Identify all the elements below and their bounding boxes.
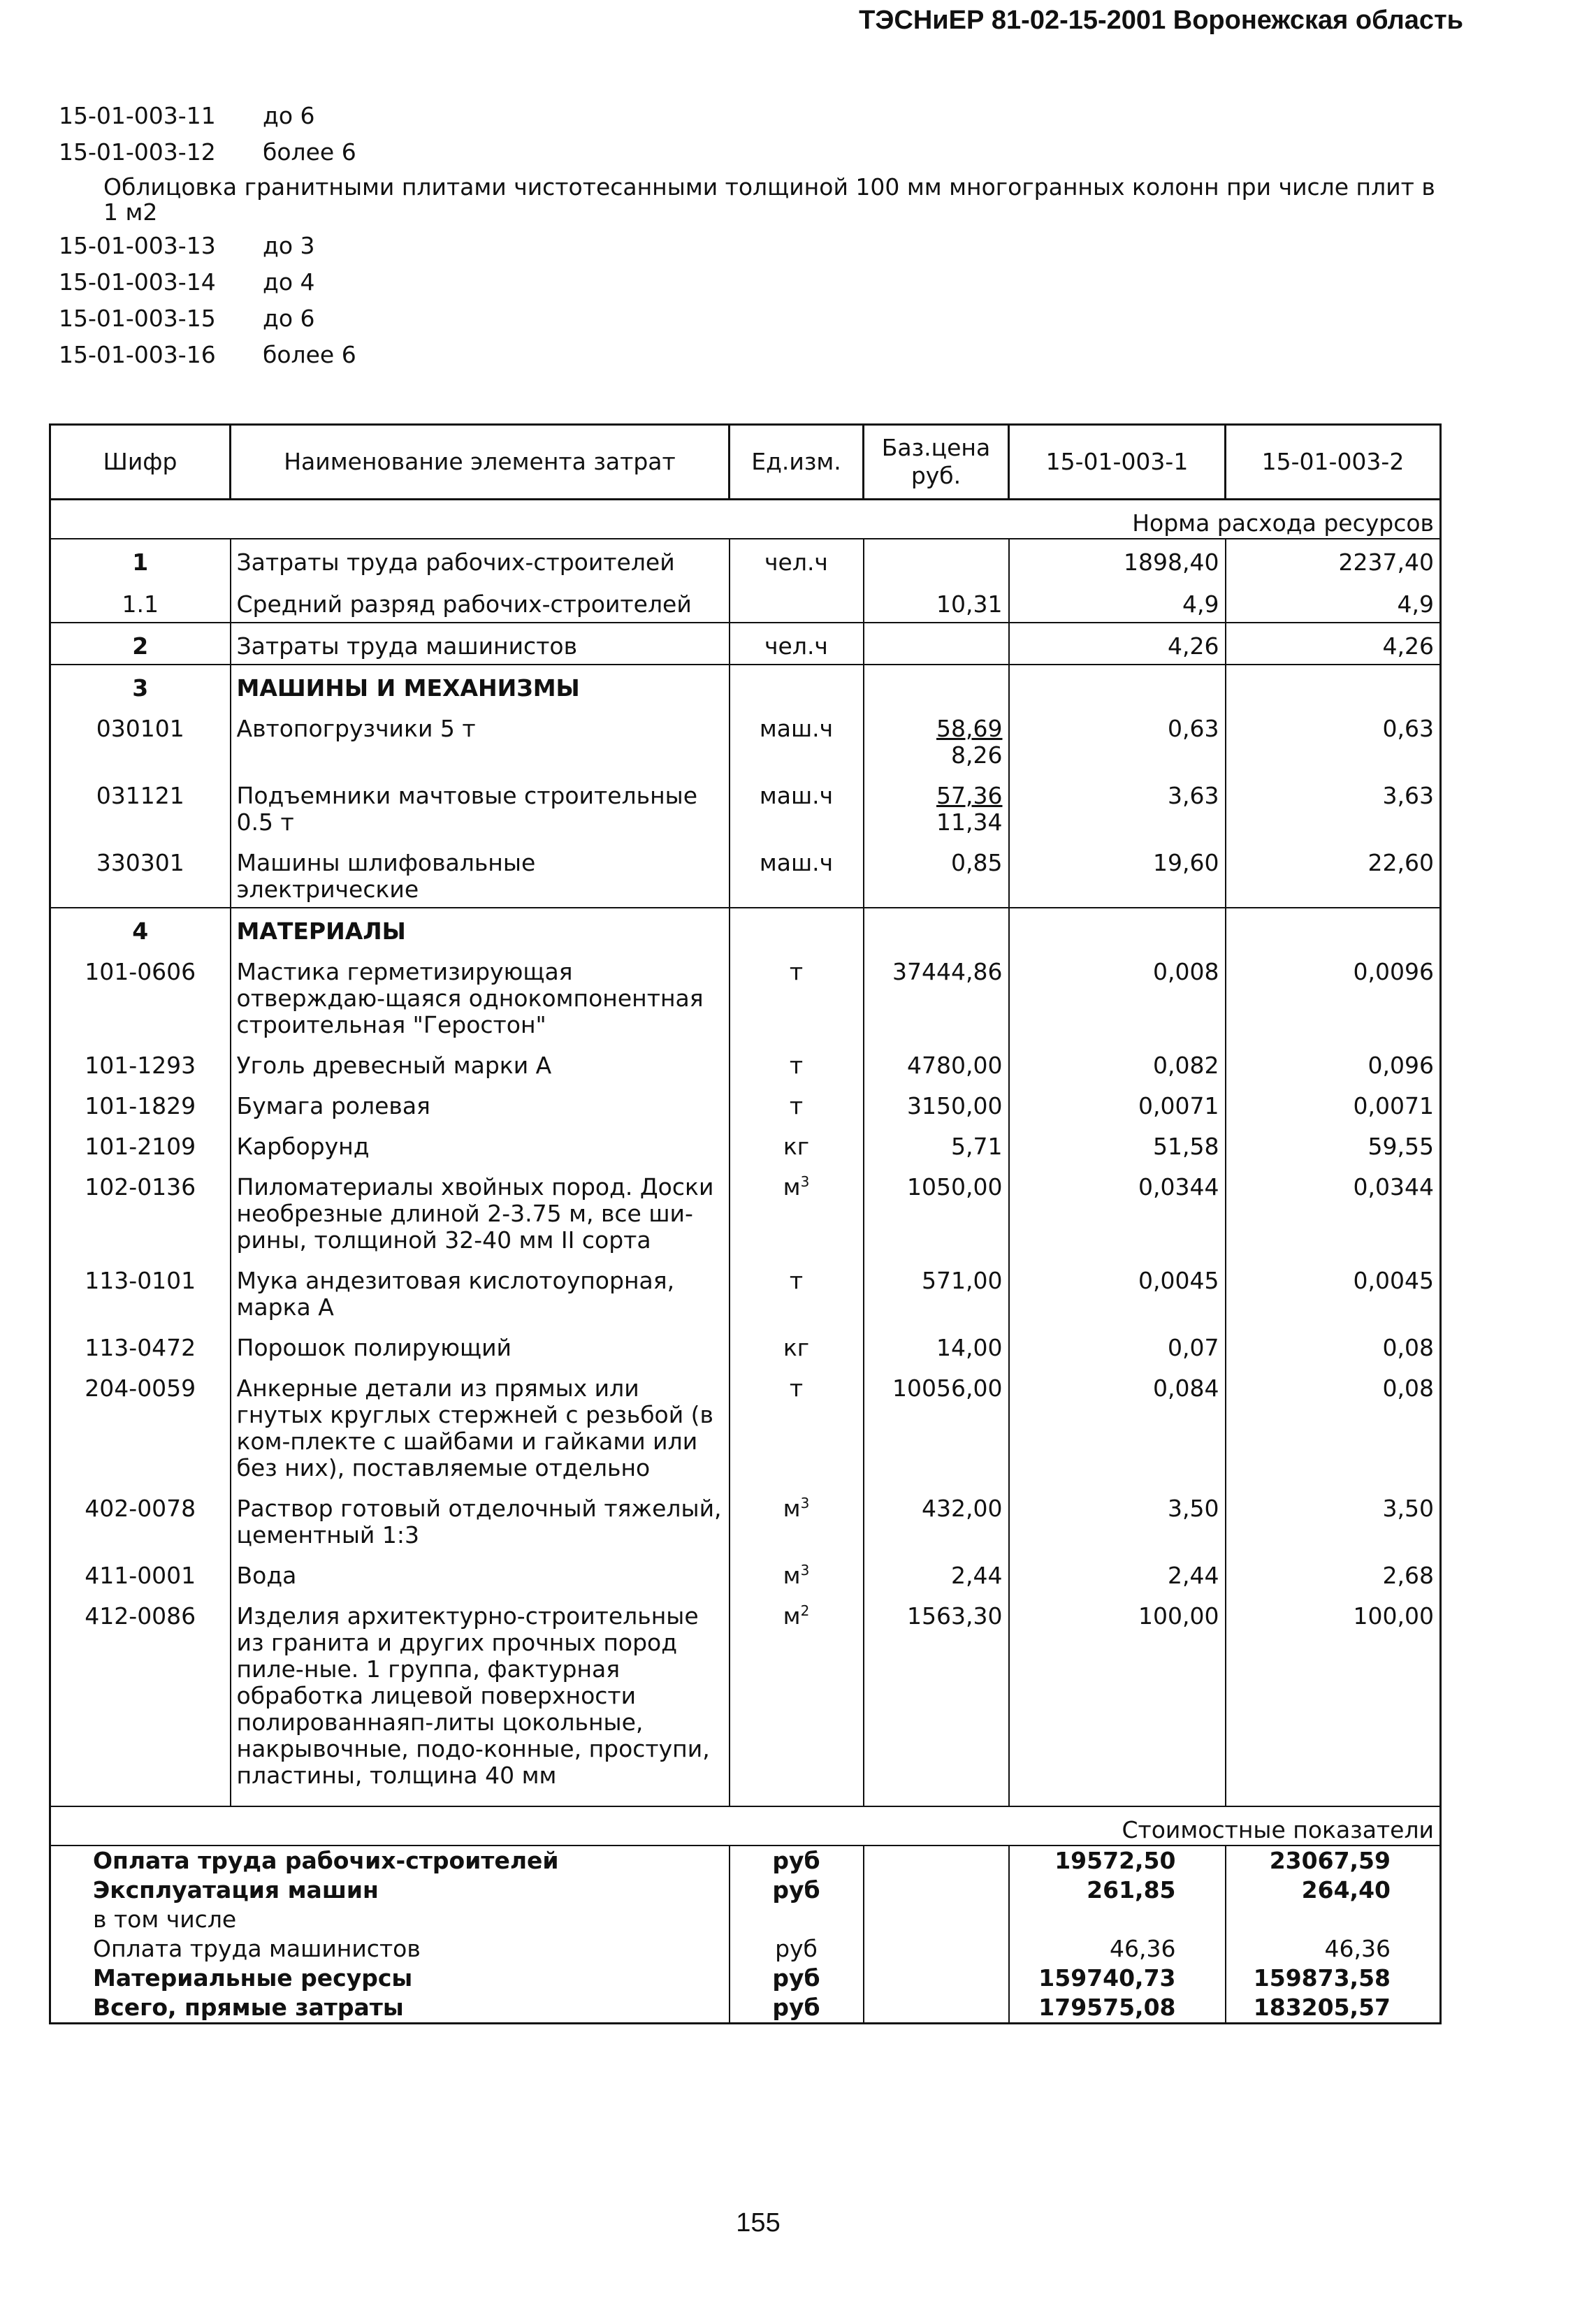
code-item: [59, 337, 1449, 373]
cell-name: Мука андезитовая кислотоупорная, марка А: [231, 1258, 730, 1325]
table-row: [50, 1486, 1441, 1553]
cell-value-1: 0,0071: [1009, 1083, 1226, 1124]
totals-label: в том числе: [50, 1905, 730, 1934]
totals-label: Эксплуатация машин: [50, 1876, 730, 1905]
totals-value-2: 46,36: [1226, 1934, 1441, 1964]
cell-code: 330301: [50, 840, 231, 908]
totals-label: Материальные ресурсы: [50, 1964, 730, 1993]
cell-value-2: 0,0045: [1226, 1258, 1441, 1325]
cell-value-2: [1226, 665, 1441, 706]
cell-name: Автопогрузчики 5 т: [231, 706, 730, 773]
code-value: 15-01-003-14: [59, 268, 216, 296]
cell-unit: т: [730, 1083, 864, 1124]
unit-exponent: 3: [800, 1495, 810, 1511]
code-label: более 6: [263, 341, 356, 368]
table-row: [50, 1553, 1441, 1593]
cell-value-1: 4,9: [1009, 580, 1226, 623]
totals-unit: руб: [730, 1964, 864, 1993]
code-item: [59, 228, 1449, 264]
cell-price: 10056,00: [864, 1365, 1009, 1486]
cell-code: 2: [50, 623, 231, 665]
code-label: до 6: [263, 102, 315, 129]
header-price-line1: Баз.цена: [881, 434, 991, 461]
cell-name: Мастика герметизирующая отверждаю-щаяся однокомпонентная строительная "Геростон": [231, 949, 730, 1043]
totals-price: [864, 1964, 1009, 1993]
cell-code: 3: [50, 665, 231, 706]
cell-value-1: 0,07: [1009, 1325, 1226, 1365]
cell-code: 411-0001: [50, 1553, 231, 1593]
code-item: [59, 134, 1449, 171]
unit-exponent: 2: [800, 1602, 810, 1619]
table-row: [50, 1325, 1441, 1365]
cell-name: Уголь древесный марки А: [231, 1043, 730, 1083]
price-value: 57,36: [936, 782, 1003, 809]
table-row: [50, 1593, 1441, 1793]
cell-unit: кг: [730, 1124, 864, 1164]
unit-value: м: [783, 1562, 801, 1589]
cell-price: 3150,00: [864, 1083, 1009, 1124]
cell-price: 571,00: [864, 1258, 1009, 1325]
cell-value-2: 59,55: [1226, 1124, 1441, 1164]
totals-value-2: 183205,57: [1226, 1993, 1441, 2024]
cell-unit: т: [730, 1043, 864, 1083]
cell-code: 204-0059: [50, 1365, 231, 1486]
cell-value-1: 0,082: [1009, 1043, 1226, 1083]
code-value: 15-01-003-13: [59, 232, 216, 259]
totals-price: [864, 1993, 1009, 2024]
spacer-row: [50, 1793, 1441, 1806]
cell-value-1: 0,0344: [1009, 1164, 1226, 1258]
cell-code: 101-1829: [50, 1083, 231, 1124]
spacer-cell: [1226, 1793, 1441, 1806]
cell-code: 102-0136: [50, 1164, 231, 1258]
table-row: [50, 1365, 1441, 1486]
cell-unit: маш.ч: [730, 840, 864, 908]
header-unit: Ед.изм.: [730, 425, 864, 500]
resource-norms-table: [49, 423, 1442, 2024]
cell-value-1: 0,008: [1009, 949, 1226, 1043]
table-row: [50, 1164, 1441, 1258]
code-item: [59, 98, 1449, 134]
header-price: [864, 425, 1009, 500]
cell-price: [864, 773, 1009, 840]
cost-title: Стоимостные показатели: [50, 1806, 1441, 1846]
cell-price: [864, 539, 1009, 580]
code-group-description: Облицовка гранитными плитами чистотесанными толщиной 100 мм многогранных колонн при числе плит в 1 м2: [103, 173, 1435, 226]
cell-value-2: 0,0096: [1226, 949, 1441, 1043]
cell-unit: [730, 1553, 864, 1593]
cell-code: 101-0606: [50, 949, 231, 1043]
totals-unit: руб: [730, 1934, 864, 1964]
code-label: до 6: [263, 305, 315, 332]
code-item: [59, 264, 1449, 300]
page-number: 155: [736, 2208, 781, 2238]
unit-exponent: 3: [800, 1562, 810, 1579]
header-code: Шифр: [50, 425, 231, 500]
cell-name: Средний разряд рабочих-строителей: [231, 580, 730, 623]
cell-name: Вода: [231, 1553, 730, 1593]
totals-value-1: 261,85: [1009, 1876, 1226, 1905]
code-item: [59, 300, 1449, 337]
cell-price: 1050,00: [864, 1164, 1009, 1258]
cell-code: 030101: [50, 706, 231, 773]
totals-value-2: 264,40: [1226, 1876, 1441, 1905]
code-label: более 6: [263, 138, 356, 166]
cell-price: 37444,86: [864, 949, 1009, 1043]
cell-value-2: 22,60: [1226, 840, 1441, 908]
totals-unit: [730, 1905, 864, 1934]
cell-name: Затраты труда машинистов: [231, 623, 730, 665]
spacer-cell: [231, 1793, 730, 1806]
cell-code: 101-1293: [50, 1043, 231, 1083]
cell-code: 1: [50, 539, 231, 580]
cell-name: Бумага ролевая: [231, 1083, 730, 1124]
table-row: [50, 840, 1441, 908]
totals-price: [864, 1934, 1009, 1964]
cell-value-1: 1898,40: [1009, 539, 1226, 580]
header-name: Наименование элемента затрат: [231, 425, 730, 500]
price-value: 58,69: [936, 715, 1003, 742]
cell-name: Анкерные детали из прямых или гнутых круглых стержней с резьбой (в ком-плекте с шайбами и гайками или без них), поставляемые отдельно: [231, 1365, 730, 1486]
cell-value-1: 2,44: [1009, 1553, 1226, 1593]
cell-unit: чел.ч: [730, 623, 864, 665]
cell-value-1: 0,63: [1009, 706, 1226, 773]
table-header-row: [50, 425, 1441, 500]
totals-row: [50, 1905, 1441, 1934]
cell-name: Изделия архитектурно-строительные из гранита и других прочных пород пиле-ные. 1 группа, фактурная обработка лицевой поверхности полированнаяп-литы цокольные, накрывочные, подо-конные, проступи, пластины, толщина 40 мм: [231, 1593, 730, 1793]
cell-value-2: 0,0344: [1226, 1164, 1441, 1258]
cell-value-1: [1009, 665, 1226, 706]
cell-price: 1563,30: [864, 1593, 1009, 1793]
totals-price: [864, 1876, 1009, 1905]
cell-unit: чел.ч: [730, 539, 864, 580]
totals-price: [864, 1905, 1009, 1934]
cell-unit: т: [730, 1365, 864, 1486]
totals-unit: руб: [730, 1846, 864, 1876]
cell-code: 031121: [50, 773, 231, 840]
cell-unit: [730, 665, 864, 706]
cell-price: [864, 665, 1009, 706]
cell-price: [864, 706, 1009, 773]
cell-code: 402-0078: [50, 1486, 231, 1553]
cell-price: 14,00: [864, 1325, 1009, 1365]
cell-unit: т: [730, 1258, 864, 1325]
cell-price: 2,44: [864, 1553, 1009, 1593]
cell-name: Пиломатериалы хвойных пород. Доски необрезные длиной 2-3.75 м, все ши-рины, толщиной 32-40 мм II сорта: [231, 1164, 730, 1258]
cell-value-2: [1226, 908, 1441, 949]
cell-code: 101-2109: [50, 1124, 231, 1164]
cell-name: МАТЕРИАЛЫ: [231, 908, 730, 949]
cell-unit: маш.ч: [730, 773, 864, 840]
cost-title-row: [50, 1806, 1441, 1846]
unit-value: м: [783, 1173, 801, 1201]
cell-name: Раствор готовый отделочный тяжелый, цементный 1:3: [231, 1486, 730, 1553]
code-list: [59, 98, 1449, 373]
cell-unit: т: [730, 949, 864, 1043]
cell-price: 4780,00: [864, 1043, 1009, 1083]
cell-price: 10,31: [864, 580, 1009, 623]
norm-title: Норма расхода ресурсов: [50, 500, 1441, 539]
cell-unit: кг: [730, 1325, 864, 1365]
table-row: [50, 1258, 1441, 1325]
header-price-line2: руб.: [911, 462, 962, 489]
cell-code: 412-0086: [50, 1593, 231, 1793]
cell-value-2: 100,00: [1226, 1593, 1441, 1793]
cell-name: Затраты труда рабочих-строителей: [231, 539, 730, 580]
totals-value-1: 19572,50: [1009, 1846, 1226, 1876]
cell-name: Порошок полирующий: [231, 1325, 730, 1365]
totals-value-2: 23067,59: [1226, 1846, 1441, 1876]
table-row: [50, 949, 1441, 1043]
table-row: [50, 908, 1441, 949]
cell-unit: маш.ч: [730, 706, 864, 773]
table-row: [50, 539, 1441, 580]
totals-row: [50, 1964, 1441, 1993]
spacer-cell: [1009, 1793, 1226, 1806]
unit-exponent: 3: [800, 1173, 810, 1190]
cell-code: 113-0101: [50, 1258, 231, 1325]
cell-unit: [730, 1486, 864, 1553]
totals-value-1: 159740,73: [1009, 1964, 1226, 1993]
cell-value-1: 0,0045: [1009, 1258, 1226, 1325]
cell-value-2: 0,63: [1226, 706, 1441, 773]
cell-code: 4: [50, 908, 231, 949]
spacer-cell: [730, 1793, 864, 1806]
spacer-cell: [50, 1793, 231, 1806]
cell-value-1: 19,60: [1009, 840, 1226, 908]
cell-name: Карборунд: [231, 1124, 730, 1164]
code-value: 15-01-003-11: [59, 102, 216, 129]
table-row: [50, 773, 1441, 840]
cell-value-2: 4,26: [1226, 623, 1441, 665]
spacer-cell: [864, 1793, 1009, 1806]
code-label: до 3: [263, 232, 315, 259]
totals-row: [50, 1934, 1441, 1964]
table-row: [50, 1043, 1441, 1083]
table-row: [50, 623, 1441, 665]
norm-title-row: [50, 500, 1441, 539]
totals-label: Оплата труда рабочих-строителей: [50, 1846, 730, 1876]
totals-row: [50, 1846, 1441, 1876]
cell-code: 1.1: [50, 580, 231, 623]
cell-value-2: 0,08: [1226, 1325, 1441, 1365]
totals-row: [50, 1993, 1441, 2024]
cell-name: Машины шлифовальные электрические: [231, 840, 730, 908]
cell-price: 5,71: [864, 1124, 1009, 1164]
totals-value-1: 179575,08: [1009, 1993, 1226, 2024]
table-row: [50, 706, 1441, 773]
totals-value-1: [1009, 1905, 1226, 1934]
totals-price: [864, 1846, 1009, 1876]
cell-name: Подъемники мачтовые строительные 0.5 т: [231, 773, 730, 840]
totals-label: Оплата труда машинистов: [50, 1934, 730, 1964]
cell-code: 113-0472: [50, 1325, 231, 1365]
cell-value-2: 4,9: [1226, 580, 1441, 623]
unit-value: м: [783, 1602, 801, 1630]
totals-value-2: 159873,58: [1226, 1964, 1441, 1993]
cell-value-2: 3,63: [1226, 773, 1441, 840]
header-col1: 15-01-003-1: [1009, 425, 1226, 500]
code-label: до 4: [263, 268, 315, 296]
cell-value-2: 0,0071: [1226, 1083, 1441, 1124]
header-col2: 15-01-003-2: [1226, 425, 1441, 500]
cell-price: 0,85: [864, 840, 1009, 908]
totals-value-2: [1226, 1905, 1441, 1934]
price-secondary-value: 8,26: [951, 741, 1003, 769]
code-value: 15-01-003-12: [59, 138, 216, 166]
cell-price: [864, 908, 1009, 949]
cell-price: [864, 623, 1009, 665]
cell-value-2: 0,096: [1226, 1043, 1441, 1083]
cell-name: МАШИНЫ И МЕХАНИЗМЫ: [231, 665, 730, 706]
cell-value-2: 0,08: [1226, 1365, 1441, 1486]
totals-unit: руб: [730, 1876, 864, 1905]
cell-value-2: 2,68: [1226, 1553, 1441, 1593]
cell-value-1: 4,26: [1009, 623, 1226, 665]
cell-value-2: 3,50: [1226, 1486, 1441, 1553]
table-row: [50, 665, 1441, 706]
cell-unit: [730, 908, 864, 949]
code-value: 15-01-003-15: [59, 305, 216, 332]
cell-unit: [730, 1164, 864, 1258]
table-row: [50, 1124, 1441, 1164]
unit-value: м: [783, 1495, 801, 1522]
totals-value-1: 46,36: [1009, 1934, 1226, 1964]
cell-value-1: 3,63: [1009, 773, 1226, 840]
cell-value-1: 100,00: [1009, 1593, 1226, 1793]
cell-price: 432,00: [864, 1486, 1009, 1553]
totals-row: [50, 1876, 1441, 1905]
cell-value-1: 51,58: [1009, 1124, 1226, 1164]
price-secondary-value: 11,34: [936, 809, 1003, 836]
table-row: [50, 580, 1441, 623]
cell-value-1: 0,084: [1009, 1365, 1226, 1486]
cell-value-1: [1009, 908, 1226, 949]
table-row: [50, 1083, 1441, 1124]
totals-unit: руб: [730, 1993, 864, 2024]
cell-unit: [730, 1593, 864, 1793]
cell-unit: [730, 580, 864, 623]
cell-value-2: 2237,40: [1226, 539, 1441, 580]
code-value: 15-01-003-16: [59, 341, 216, 368]
document-header: ТЭСНиЕР 81-02-15-2001 Воронежская область: [859, 6, 1463, 35]
cell-value-1: 3,50: [1009, 1486, 1226, 1553]
totals-label: Всего, прямые затраты: [50, 1993, 730, 2024]
